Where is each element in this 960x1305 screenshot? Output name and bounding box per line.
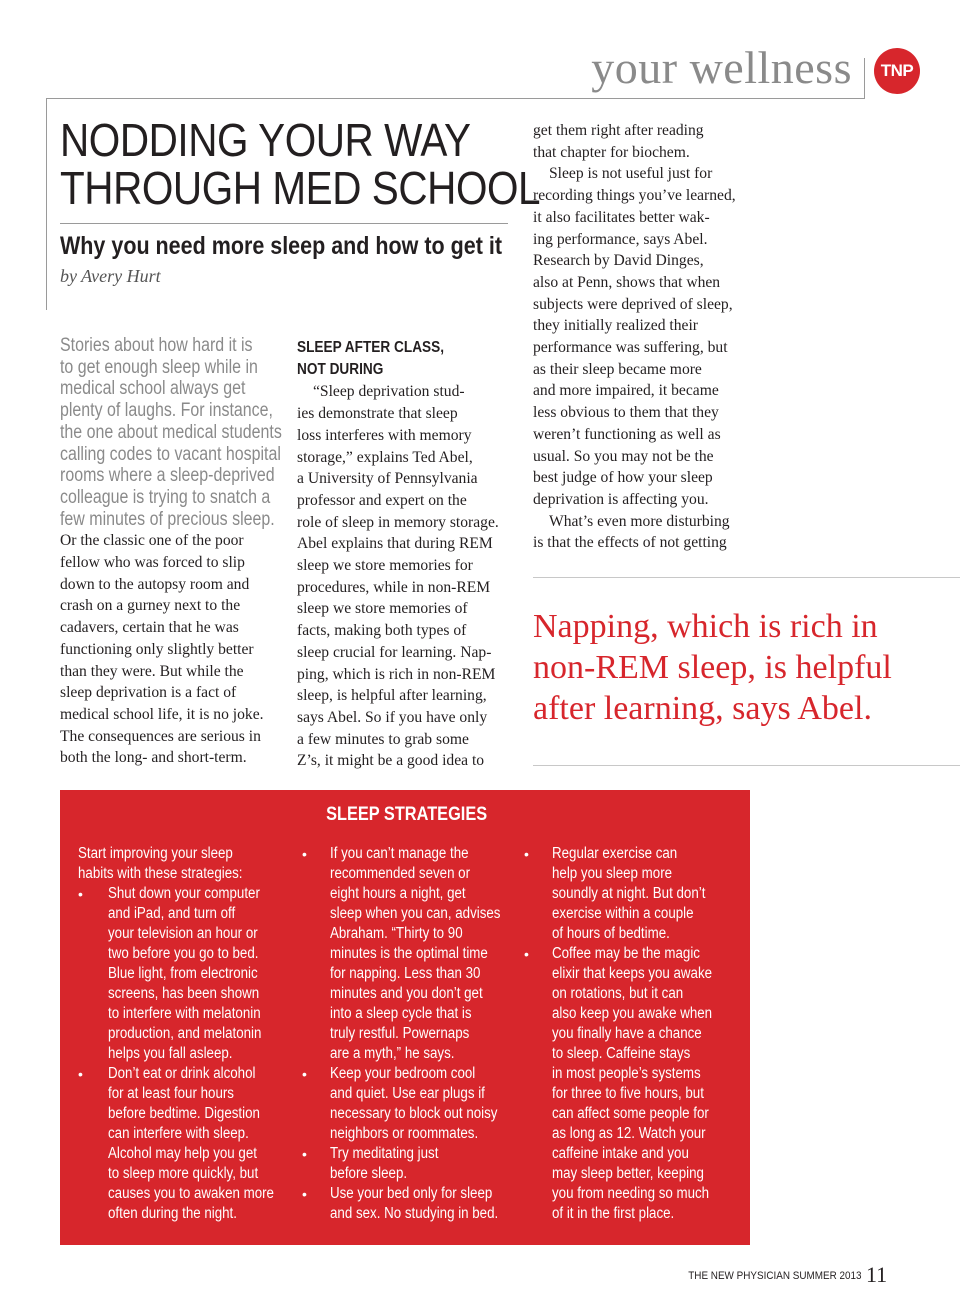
strategy-line: for at least four hours xyxy=(108,1085,234,1102)
strategy-line: causes you to awaken more xyxy=(108,1185,274,1202)
text-line: a University of Pennsylvania xyxy=(297,470,478,488)
text-line: get them right after reading xyxy=(533,122,704,139)
text-line: The consequences are serious in xyxy=(60,727,261,745)
strategy-item xyxy=(302,844,540,1064)
strategy-item xyxy=(524,944,742,1224)
strategy-item xyxy=(78,1064,288,1224)
strategy-line: can affect some people for xyxy=(552,1105,709,1122)
text-line: down to the autopsy room and xyxy=(60,575,250,593)
text-line: and more impaired, it became xyxy=(533,382,719,400)
page-number: 11 xyxy=(866,1262,888,1287)
text-line: performance was suffering, but xyxy=(533,339,728,357)
section-subhead xyxy=(297,337,519,380)
strategy-line: elixir that keeps you awake xyxy=(552,965,713,982)
text-line: as their sleep became more xyxy=(533,360,702,378)
body-paragraph xyxy=(60,530,286,769)
strategies-list-3 xyxy=(524,844,742,1224)
strategy-line: help you sleep more xyxy=(552,865,673,882)
strategies-column-2 xyxy=(302,844,540,1224)
text-line: facts, making both types of xyxy=(297,622,467,640)
strategy-line: helps you fall asleep. xyxy=(108,1045,233,1062)
strategy-line: for three to five hours, but xyxy=(552,1085,704,1102)
pull-quote-rule-bottom xyxy=(533,765,960,766)
strategy-line: Regular exercise can xyxy=(552,845,678,862)
strategy-line: production, and melatonin xyxy=(108,1025,262,1042)
text-line: What’s even more disturbing xyxy=(549,512,730,530)
bullet-icon: • xyxy=(302,1066,307,1082)
strategy-line: neighbors or roommates. xyxy=(330,1125,479,1142)
strategy-line: before bedtime. Digestion xyxy=(108,1105,260,1122)
strategies-list-2 xyxy=(302,844,540,1224)
text-line: ies demonstrate that sleep xyxy=(297,405,458,423)
pull-quote-line: after learning, says Abel. xyxy=(533,690,872,727)
title-line: THROUGH MED SCHOOL xyxy=(60,162,541,214)
strategy-line: minutes and you don’t get xyxy=(330,985,483,1002)
strategy-item xyxy=(78,884,288,1064)
text-line: sleep, is helpful after learning, xyxy=(297,687,487,705)
text-line: medical school life, it is no joke. xyxy=(60,705,264,723)
text-line: plenty of laughs. For instance, xyxy=(60,400,273,422)
header-divider-vertical xyxy=(864,58,865,98)
text-line: Sleep is not useful just for xyxy=(549,165,713,183)
subhead-line: NOT DURING xyxy=(297,360,384,378)
text-line: colleague is trying to snatch a xyxy=(60,486,271,508)
sleep-strategies-box xyxy=(60,790,750,1245)
strategy-line: minutes is the optimal time xyxy=(330,945,488,962)
body-paragraph xyxy=(297,381,519,772)
strategy-line: Use your bed only for sleep xyxy=(330,1185,493,1202)
text-line: few minutes of precious sleep. xyxy=(60,508,275,530)
text-line: sleep we store memories of xyxy=(297,600,468,618)
strategy-item xyxy=(302,1184,540,1224)
strategy-line: you finally have a chance xyxy=(552,1025,702,1042)
text-line: calling codes to vacant hospital xyxy=(60,443,281,465)
text-line: cadavers, certain that he was xyxy=(60,619,239,637)
strategy-line: to interfere with melatonin xyxy=(108,1005,261,1022)
body-paragraph xyxy=(533,120,755,554)
text-line: Start improving your sleep xyxy=(78,845,233,862)
pull-quote-rule-top xyxy=(533,577,960,578)
pull-quote-line: non-REM sleep, is helpful xyxy=(533,649,892,686)
title-frame-rule xyxy=(46,98,47,310)
strategy-line: Blue light, from electronic xyxy=(108,965,258,982)
strategy-line: sleep when you can, advises xyxy=(330,905,501,922)
strategy-line: Keep your bedroom cool xyxy=(330,1065,476,1082)
text-line: Stories about how hard it is xyxy=(60,335,253,356)
text-line: crash on a gurney next to the xyxy=(60,597,241,615)
strategy-item xyxy=(524,844,742,944)
text-line: storage,” explains Ted Abel, xyxy=(297,448,473,466)
bullet-icon: • xyxy=(78,1066,83,1082)
bullet-icon: • xyxy=(78,886,83,902)
article-subtitle: Why you need more sleep and how to get it xyxy=(60,232,502,260)
strategy-line: to sleep. Caffeine stays xyxy=(552,1045,691,1062)
text-line: procedures, while in non-REM xyxy=(297,578,491,596)
strategy-line: on rotations, but it can xyxy=(552,985,684,1002)
text-line: than they were. But while the xyxy=(60,662,244,680)
strategy-line: you from needing so much xyxy=(552,1185,710,1202)
strategy-line: and sex. No studying in bed. xyxy=(330,1205,499,1222)
text-line: usual. So you may not be the xyxy=(533,447,714,465)
strategy-line: may sleep better, keeping xyxy=(552,1165,704,1182)
strategy-line: and quiet. Use ear plugs if xyxy=(330,1085,485,1102)
text-line: they initially realized their xyxy=(533,317,698,335)
title-line: NODDING YOUR WAY xyxy=(60,114,471,166)
strategy-line: If you can’t manage the xyxy=(330,845,469,862)
text-line: habits with these strategies: xyxy=(78,865,243,882)
text-line: rooms where a sleep-deprived xyxy=(60,465,275,487)
text-line: says Abel. So if you have only xyxy=(297,708,488,726)
strategy-line: also keep you awake when xyxy=(552,1005,713,1022)
section-heading: your wellness xyxy=(591,42,852,93)
strategy-line: can interfere with sleep. xyxy=(108,1125,249,1142)
strategy-line: in most people’s systems xyxy=(552,1065,701,1082)
footer-publication xyxy=(560,1266,862,1286)
strategy-item xyxy=(302,1064,540,1144)
strategy-line: eight hours a night, get xyxy=(330,885,466,902)
text-line: is that the effects of not getting xyxy=(533,534,727,552)
bullet-icon: • xyxy=(302,846,307,862)
text-line: Or the classic one of the poor xyxy=(60,532,244,550)
strategies-column-1 xyxy=(78,844,288,1224)
strategy-line: Abraham. “Thirty to 90 xyxy=(330,925,463,942)
strategy-line: necessary to block out noisy xyxy=(330,1105,498,1122)
strategy-line: of it in the first place. xyxy=(552,1205,675,1222)
text-line: also at Penn, shows that when xyxy=(533,273,721,291)
strategy-line: caffeine intake and you xyxy=(552,1145,689,1162)
lede-paragraph xyxy=(60,335,286,530)
body-column-3 xyxy=(533,120,755,554)
title-divider xyxy=(60,223,508,224)
pull-quote xyxy=(533,606,953,729)
strategy-line: soundly at night. But don’t xyxy=(552,885,706,902)
text-line: less obvious to them that they xyxy=(533,404,719,422)
strategies-intro xyxy=(78,844,288,884)
text-line: subjects were deprived of sleep, xyxy=(533,295,733,313)
strategy-line: to sleep more quickly, but xyxy=(108,1165,259,1182)
strategy-line: screens, has been shown xyxy=(108,985,260,1002)
text-line: the one about medical students xyxy=(60,421,282,443)
text-line: best judge of how your sleep xyxy=(533,469,713,487)
strategy-line: exercise within a couple xyxy=(552,905,694,922)
text-line: functioning only slightly better xyxy=(60,640,254,658)
strategy-line: Try meditating just xyxy=(330,1145,439,1162)
article-byline: by Avery Hurt xyxy=(60,266,161,286)
strategies-column-3 xyxy=(524,844,742,1224)
bullet-icon: • xyxy=(524,846,529,862)
strategy-line: your television an hour or xyxy=(108,925,258,942)
text-line: loss interferes with memory xyxy=(297,426,472,444)
tnp-logo-badge: TNP xyxy=(874,48,920,94)
pull-quote-line: Napping, which is rich in xyxy=(533,608,878,645)
text-line: sleep crucial for learning. Nap- xyxy=(297,643,492,661)
text-line: Abel explains that during REM xyxy=(297,535,493,553)
strategy-line: Coffee may be the magic xyxy=(552,945,700,962)
strategy-line: Shut down your computer xyxy=(108,885,260,902)
body-column-2 xyxy=(297,337,519,772)
text-line: Z’s, it might be a good idea to xyxy=(297,752,485,770)
body-column-1 xyxy=(60,335,286,769)
text-line: deprivation is affecting you. xyxy=(533,490,709,508)
strategy-line: recommended seven or xyxy=(330,865,471,882)
article-title xyxy=(60,114,541,214)
text-line: weren’t functioning as well as xyxy=(533,425,721,443)
strategy-line: into a sleep cycle that is xyxy=(330,1005,472,1022)
text-line: medical school always get xyxy=(60,378,246,400)
text-line: sleep deprivation is a fact of xyxy=(60,684,237,702)
strategies-title xyxy=(60,804,753,826)
text-line: professor and expert on the xyxy=(297,491,467,509)
strategy-line: as long as 12. Watch your xyxy=(552,1125,706,1142)
bullet-icon: • xyxy=(524,946,529,962)
text-line: ing performance, says Abel. xyxy=(533,230,708,248)
strategy-line: of hours of bedtime. xyxy=(552,925,670,942)
footer-publication-text: THE NEW PHYSICIAN SUMMER 2013 xyxy=(688,1270,862,1282)
strategies-list-1 xyxy=(78,884,288,1224)
text-line: it also facilitates better wak- xyxy=(533,208,710,226)
strategy-line: often during the night. xyxy=(108,1205,237,1222)
text-line: ping, which is rich in non-REM xyxy=(297,665,496,683)
bullet-icon: • xyxy=(302,1146,307,1162)
strategy-line: Don’t eat or drink alcohol xyxy=(108,1065,256,1082)
text-line: both the long- and short-term. xyxy=(60,749,247,767)
header-divider-horizontal xyxy=(46,98,865,99)
subhead-line: SLEEP AFTER CLASS, xyxy=(297,339,445,356)
strategies-title-text: SLEEP STRATEGIES xyxy=(325,804,488,825)
strategy-line: for napping. Less than 30 xyxy=(330,965,481,982)
bullet-icon: • xyxy=(302,1186,307,1202)
text-line: role of sleep in memory storage. xyxy=(297,513,499,531)
text-line: recording things you’ve learned, xyxy=(533,187,736,205)
text-line: that chapter for biochem. xyxy=(533,143,690,161)
text-line: Research by David Dinges, xyxy=(533,252,704,270)
text-line: to get enough sleep while in xyxy=(60,356,258,378)
text-line: sleep we store memories for xyxy=(297,557,473,575)
text-line: “Sleep deprivation stud- xyxy=(313,383,465,401)
text-line: fellow who was forced to slip xyxy=(60,554,245,572)
strategy-line: before sleep. xyxy=(330,1165,408,1182)
strategy-line: and iPad, and turn off xyxy=(108,905,236,922)
strategy-item xyxy=(302,1144,540,1184)
strategy-line: truly restful. Powernaps xyxy=(330,1025,470,1042)
strategy-line: two before you go to bed. xyxy=(108,945,259,962)
strategy-line: are a myth,” he says. xyxy=(330,1045,455,1062)
text-line: a few minutes to grab some xyxy=(297,730,469,748)
strategy-line: Alcohol may help you get xyxy=(108,1145,257,1162)
